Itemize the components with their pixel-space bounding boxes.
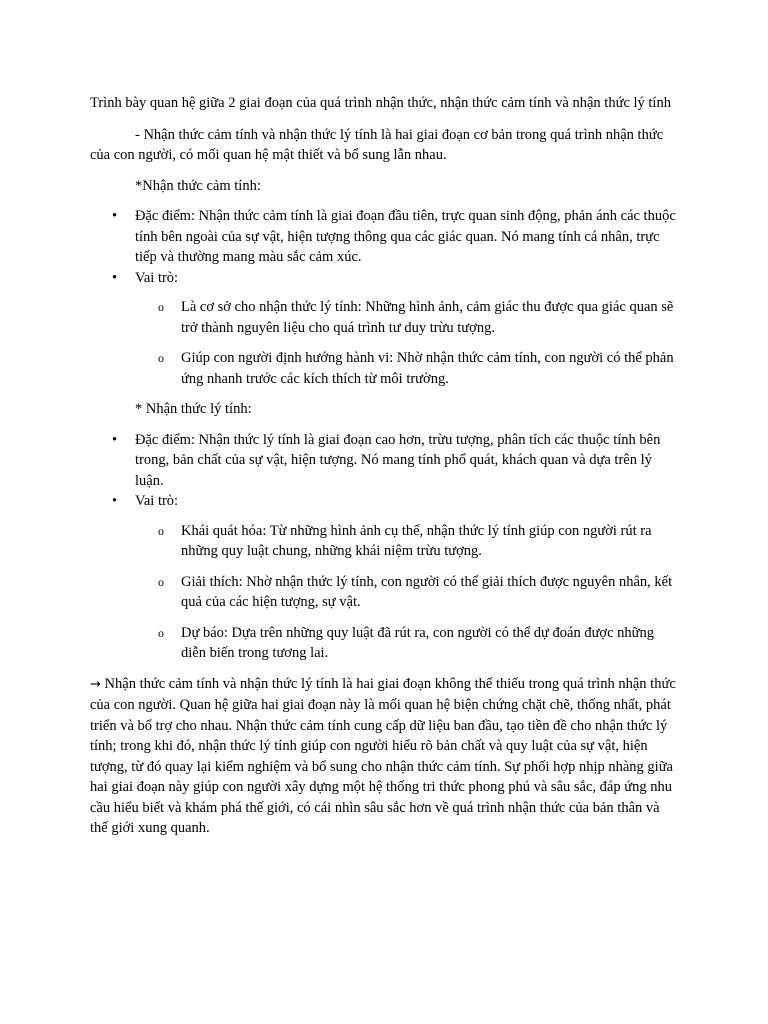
conclusion-text: Nhận thức cảm tính và nhận thức lý tính là hai giai đoạn không thể thiếu trong quá trình nhận thức của con người. Quan hệ giữa hai giai đoạn này là mối quan hệ biện chứng chặt chẽ, thống nhất, phát triển và bổ trợ cho nhau. Nhận thức cảm tính cung cấp dữ liệu ban đầu, tạo tiền đề cho nhận thức lý tính; trong khi đó, nhận thức lý tính giúp con người hiểu rõ bản chất và quy luật của sự vật, hiện tượng, từ đó quay lại kiểm nghiệm và bổ sung cho nhận thức cảm tính. Sự phối hợp nhịp nhàng giữa hai giai đoạn này giúp con người xây dựng một hệ thống tri thức phong phú và sâu sắc, đáp ứng nhu cầu hiểu biết và khám phá thế giới, có cái nhìn sâu sắc hơn về quá trình nhận thức của bản thân và thế giới xung quanh. <box>90 675 676 836</box>
sub-list-item <box>90 521 678 562</box>
document-title: Trình bày quan hệ giữa 2 giai đoạn của quá trình nhận thức, nhận thức cảm tính và nhận thức lý tính <box>90 95 671 111</box>
bullet-icon: • <box>112 431 118 448</box>
sub-list-text: Là cơ sở cho nhận thức lý tính: Những hình ảnh, cảm giác thu được qua giác quan sẽ trở thành nguyên liệu cho quá trình tư duy trừu tượng. <box>181 299 674 336</box>
lytinh-roles-list <box>90 521 678 664</box>
sub-list-item <box>90 623 678 664</box>
sub-list-text: Dự báo: Dựa trên những quy luật đã rút ra, con người có thể dự đoán được những diễn biến trong tương lai. <box>181 624 655 661</box>
circle-bullet-icon: o <box>158 351 164 365</box>
camtinh-bullet-list <box>90 206 678 288</box>
sub-list-text: Giải thích: Nhờ nhận thức lý tính, con người có thể giải thích được nguyên nhân, kết quả của các hiện tượng, sự vật. <box>181 573 673 610</box>
circle-bullet-icon: o <box>158 625 164 640</box>
section-heading-camtinh: *Nhận thức cảm tính: <box>135 177 261 194</box>
sub-list-item <box>90 297 678 338</box>
circle-bullet-icon: o <box>158 574 164 589</box>
bullet-item <box>90 491 678 512</box>
bullet-icon: • <box>112 493 118 509</box>
bullet-item <box>90 268 678 289</box>
camtinh-dacdiem: Đặc điểm: Nhận thức cảm tính là giai đoạn đầu tiên, trực quan sinh động, phản ánh các thuộc tính bên ngoài của sự vật, hiện tượng thông qua các giác quan. Nó mang tính cá nhân, trực tiếp và thường mang màu sắc cảm xúc. <box>135 208 676 265</box>
lytinh-vaitro-label: Vai trò: <box>135 493 179 509</box>
lytinh-bullet-list <box>90 430 678 512</box>
sub-list-text: Giúp con người định hướng hành vi: Nhờ nhận thức cảm tính, con người có thể phản ứng nhanh trước các kích thích từ môi trường. <box>181 350 674 387</box>
section-heading-lytinh: * Nhận thức lý tính: <box>135 401 252 417</box>
camtinh-roles-list <box>90 297 678 389</box>
sub-list-item <box>90 572 678 613</box>
lytinh-dacdiem: Đặc điểm: Nhận thức lý tính là giai đoạn cao hơn, trừu tượng, phân tích các thuộc tính bên trong, bản chất của sự vật, hiện tượng. Nó mang tính phổ quát, khách quan và dựa trên lý luận. <box>135 431 661 489</box>
sub-list-text: Khái quát hóa: Từ những hình ảnh cụ thể, nhận thức lý tính giúp con người rút ra những quy luật chung, những khái niệm trừu tượng. <box>181 522 652 559</box>
circle-bullet-icon: o <box>158 300 164 314</box>
circle-bullet-icon: o <box>158 523 164 538</box>
arrow-right-icon: → <box>90 676 101 692</box>
bullet-item <box>90 206 678 268</box>
camtinh-vaitro-label: Vai trò: <box>135 269 179 286</box>
sub-list-item <box>90 348 678 389</box>
conclusion-paragraph <box>90 674 678 839</box>
bullet-icon: • <box>112 208 118 224</box>
bullet-icon: • <box>112 269 118 286</box>
intro-paragraph: - Nhận thức cảm tính và nhận thức lý tính là hai giai đoạn cơ bản trong quá trình nhận thức của con người, có mối quan hệ mật thiết và bổ sung lẫn nhau. <box>90 126 664 163</box>
bullet-item <box>90 430 678 492</box>
